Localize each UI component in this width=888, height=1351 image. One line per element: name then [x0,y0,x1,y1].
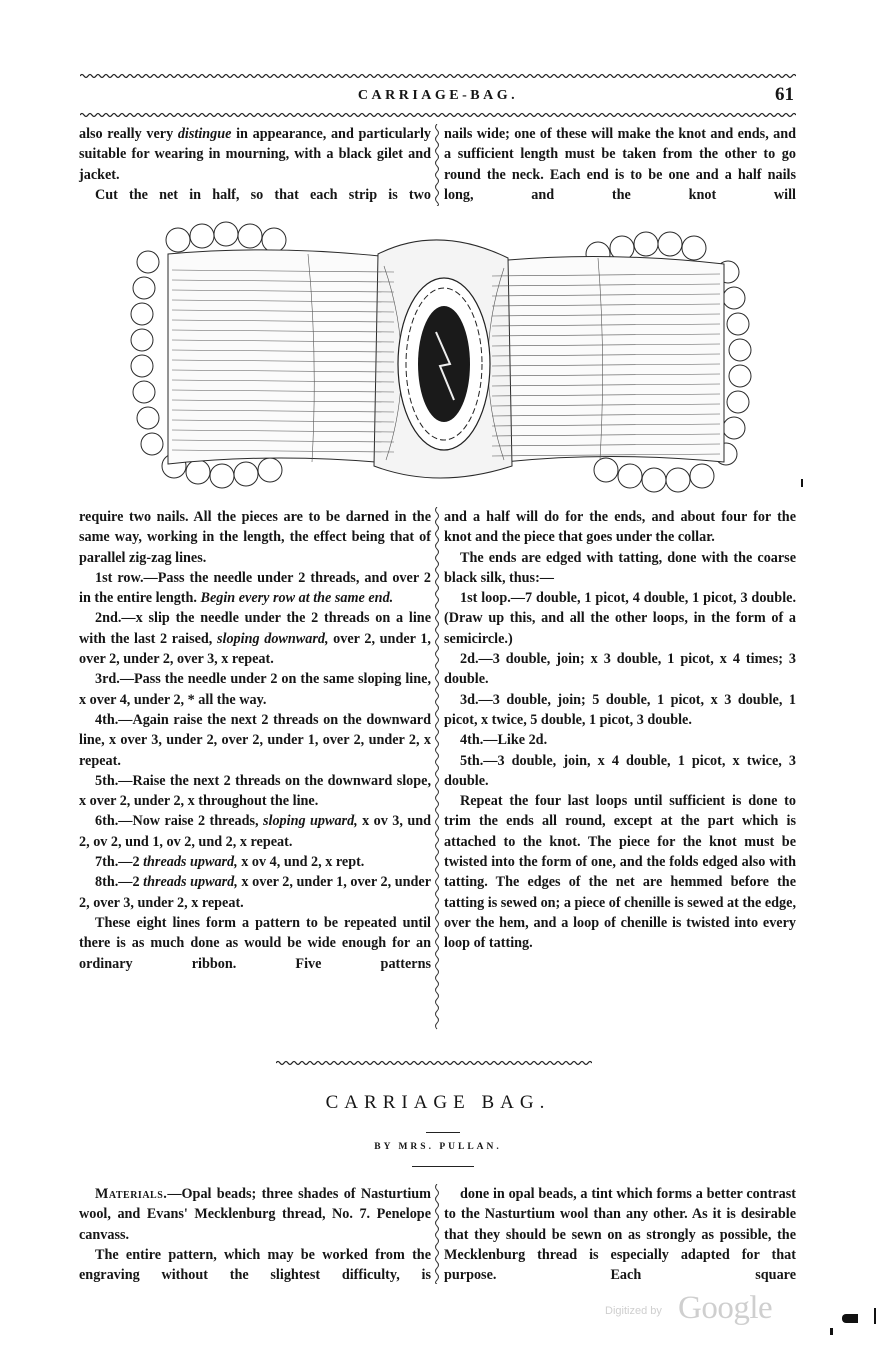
scan-mark-edge [801,479,803,487]
column-divider-main [433,507,441,1031]
running-head [80,84,796,108]
title-rule [426,1132,460,1133]
column-right-top [444,124,796,225]
column-left-main [79,507,431,994]
paragraph: These eight lines form a pattern to be repeated until there is as much done as would be wide enough for an ordinary ribbon. Five patterns [79,914,431,972]
running-title: CARRIAGE-BAG. [357,88,519,103]
paragraph: 3d.—3 double, join; 5 double, 1 picot, x 3 double, 1 picot, x twice, 5 double, 1 picot, 3 double. [444,691,796,728]
paragraph: 5th.—3 double, join, x 4 double, 1 picot, x twice, 3 double. [444,752,796,789]
paragraph: 7th.—2 threads upward, x ov 4, und 2, x rept. [95,854,365,871]
paragraph: 5th.—Raise the next 2 threads on the downward slope, x over 2, under 2, x throughout the line. [79,772,431,810]
paragraph: 8th.—2 threads upward, x over 2, under 1, over 2, under 2, over 3, under 2, x repeat. [79,874,432,911]
paragraph: require two nails. All the pieces are to be darned in the same way, working in the length, the effect being that of parallel zig-zag lines. [79,509,431,566]
article-title: CARRIAGE BAG. [325,1092,551,1113]
paragraph: 1st loop.—7 double, 1 picot, 4 double, 1 picot, 3 double. (Draw up this, and all the other loops, in the form of a semicircle.) [444,590,796,647]
paragraph: The ends are edged with tatting, done with the coarse black silk, thus:— [444,549,796,586]
paragraph: The entire pattern, which may be worked from the engraving without the slightest difficulty, is [79,1246,431,1284]
paragraph: also really very distingue in appearance, and particularly suitable for wearing in mourning, with a black gilet and jacket. [79,126,431,183]
paragraph: and a half will do for the ends, and about four for the knot and the piece that goes under the collar. [444,509,796,546]
cravat-illustration [128,214,756,496]
article-column-divider [433,1184,441,1284]
column-left-top [79,124,431,225]
paragraph: 4th.—Like 2d. [460,732,548,749]
scan-mark-tick [874,1308,876,1324]
scan-mark-dot [830,1328,833,1335]
column-right-main [444,507,796,954]
paragraph: Materials.—Opal beads; three shades of Nasturtium wool, and Evans' Mecklenburg thread, No. 7. Penelope canvass. [79,1186,431,1243]
paragraph: 4th.—Again raise the next 2 threads on the downward line, x over 3, under 2, over 2, under 1, over 2, under 2, x repeat. [79,711,431,769]
article-column-left [79,1184,431,1306]
section-divider [276,1060,592,1066]
paragraph: 6th.—Now raise 2 threads, sloping upward, x ov 3, und 2, ov 2, und 1, ov 2, und 2, x repeat. [79,813,432,850]
paragraph: Repeat the four last loops until sufficient is done to trim the ends all round, except at the part which is attached to the knot. The piece for the knot must be twisted into the form of one, and the folds edged also with tatting. The edges of the net are hemmed before the tatting is sewed on; a piece of chenille is sewed at the edge, over the hem, and a loop of chenille is twisted into every loop of tatting. [444,793,796,952]
page-number: 61 [775,84,794,105]
article-column-right [444,1184,796,1306]
paragraph: 3rd.—Pass the needle under 2 on the same sloping line, x over 4, under 2, * all the way. [79,671,431,708]
paragraph: 1st row.—Pass the needle under 2 threads, and over 2 in the entire length. Begin every row at the same end. [79,569,431,607]
watermark-brand: Google [678,1290,773,1326]
byline-rule [412,1166,474,1167]
column-divider-top [433,124,441,206]
article-byline: BY MRS. PULLAN. [374,1142,502,1152]
scan-mark-corner [842,1314,858,1323]
paragraph: nails wide; one of these will make the knot and ends, and a sufficient length must be taken from the other to go round the neck. Each end is to be one and a half nails long, and the knot will [444,126,796,203]
header-rule-bottom [80,112,796,118]
paragraph: 2nd.—x slip the needle under the 2 threads on a line with the last 2 raised, sloping downward, over 2, under 1, over 2, under 2, over 3, x repeat. [79,610,431,668]
header-rule-top [80,73,796,79]
paragraph: Cut the net in half, so that each strip is two [95,186,431,203]
paragraph: done in opal beads, a tint which forms a better contrast to the Nasturtium wool than any other. As it is desirable that they should be sewn on as strongly as possible, the Mecklenburg thread is especially adapted for that purpose. Each square [444,1186,796,1284]
watermark-prefix: Digitized by [605,1305,662,1317]
paragraph: 2d.—3 double, join; x 3 double, 1 picot, x 4 times; 3 double. [444,651,796,688]
